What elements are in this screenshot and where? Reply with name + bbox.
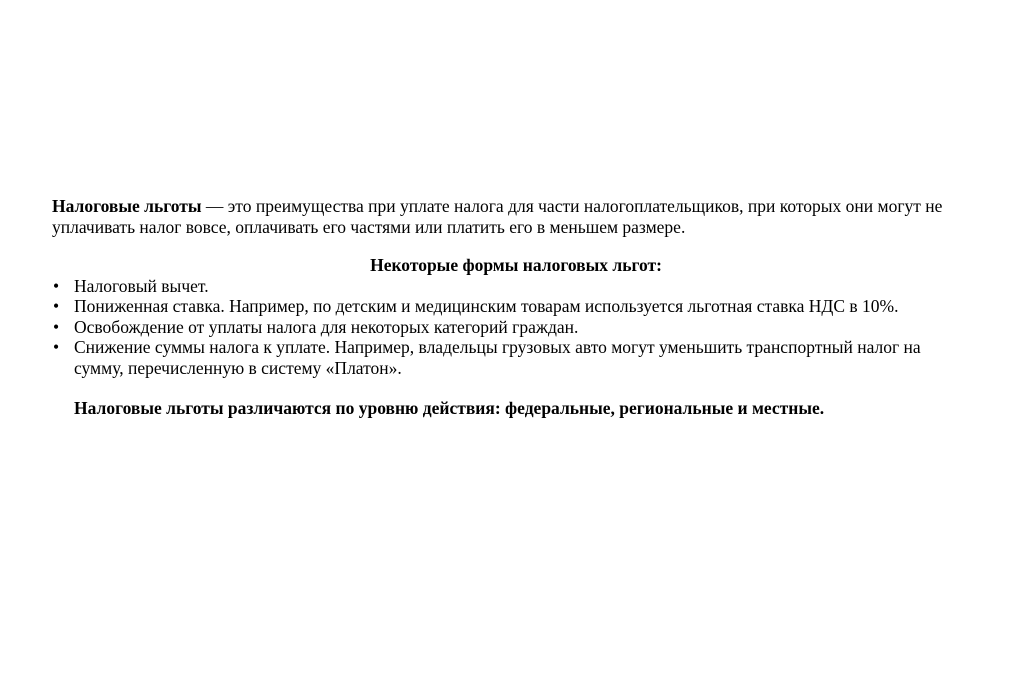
forms-list bbox=[52, 276, 972, 379]
list-item bbox=[52, 296, 972, 317]
bullet-icon: • bbox=[53, 337, 60, 357]
document-body bbox=[52, 196, 972, 419]
intro-paragraph bbox=[52, 196, 972, 237]
levels-statement: Налоговые льготы различаются по уровню действия: федеральные, региональные и местные. bbox=[74, 398, 825, 418]
list-item bbox=[52, 317, 972, 338]
intro-term: Налоговые льготы bbox=[52, 196, 202, 216]
list-item-text: Снижение суммы налога к уплате. Например, владельцы грузовых авто могут уменьшить транспортный налог на сумму, перечисленную в систему «Платон». bbox=[74, 337, 921, 378]
bullet-icon: • bbox=[53, 275, 60, 296]
bullet-icon: • bbox=[53, 316, 60, 337]
list-item-text: Освобождение от уплаты налога для некоторых категорий граждан. bbox=[74, 316, 579, 337]
list-item-text: Налоговый вычет. bbox=[74, 275, 209, 296]
intro-definition: — это преимущества при уплате налога для части налогоплательщиков, при которых они могут не уплачивать налог вовсе, оплачивать его частями или платить его в меньшем размере. bbox=[52, 196, 943, 237]
forms-heading: Некоторые формы налоговых льгот: bbox=[370, 255, 662, 275]
bullet-icon: • bbox=[53, 296, 60, 316]
list-item-text: Пониженная ставка. Например, по детским и медицинским товарам используется льготная ставка НДС в 10%. bbox=[74, 296, 899, 316]
list-item bbox=[52, 337, 972, 378]
list-item bbox=[52, 276, 972, 297]
